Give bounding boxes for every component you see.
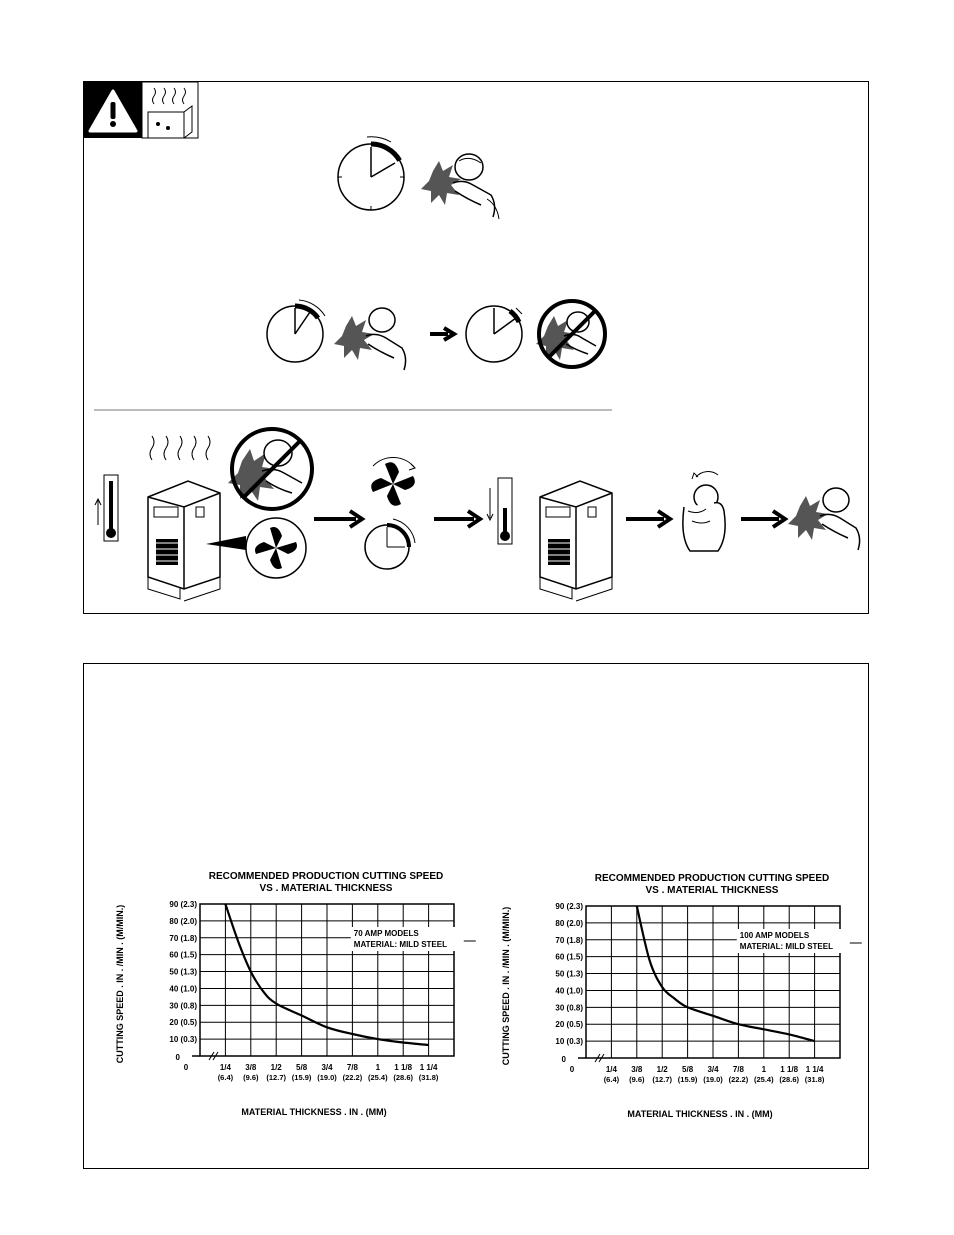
x-tick-label-mm: (12.7) xyxy=(652,1075,672,1084)
y-tick-labels xyxy=(169,900,197,1044)
y-tick-label: 90 (2.3) xyxy=(555,902,583,911)
right-arrow-icon xyxy=(434,511,480,527)
no-welding-icon xyxy=(536,301,605,367)
y-axis-label: CUTTING SPEED . IN . /MIN . (M/MIN.) xyxy=(501,906,511,1066)
y-tick-label: 90 (2.3) xyxy=(169,900,197,909)
hand-turning-knob-icon xyxy=(683,472,725,551)
x-tick-label-mm: (9.6) xyxy=(629,1075,645,1084)
y-tick-label: 20 (0.5) xyxy=(555,1020,583,1030)
x-zero-label: 0 xyxy=(569,1065,575,1074)
cutting-speed-panel xyxy=(83,663,869,1169)
x-tick-label-inches: 5/8 xyxy=(296,1063,308,1072)
x-tick-label-inches: 1/2 xyxy=(270,1063,282,1072)
welder-at-work-icon xyxy=(788,488,860,550)
legend-material-label: MATERIAL: MILD STEEL xyxy=(739,942,833,951)
x-tick-label-mm: (15.9) xyxy=(677,1075,698,1084)
y-tick-label: 40 (1.0) xyxy=(169,984,197,994)
cutting-speed-chart-100-amp xyxy=(490,866,860,1131)
x-tick-label-inches: 1 xyxy=(375,1063,381,1072)
y-tick-label: 70 (1.8) xyxy=(169,933,197,943)
y-tick-label: 30 (0.8) xyxy=(169,1001,197,1011)
x-tick-label-inches: 5/8 xyxy=(682,1065,694,1074)
y-tick-label: 60 (1.5) xyxy=(169,950,197,960)
chart-title-line1: RECOMMENDED PRODUCTION CUTTING SPEED xyxy=(594,873,830,884)
hot-unit-icon xyxy=(142,82,198,138)
x-tick-label-mm: (15.9) xyxy=(291,1073,312,1082)
thermometer-rising-icon xyxy=(95,475,118,541)
x-tick-label-inches: 1/4 xyxy=(219,1063,231,1072)
x-tick-label-mm: (28.6) xyxy=(393,1073,413,1082)
x-tick-label-mm: (19.0) xyxy=(317,1073,337,1082)
x-tick-label-inches: 7/8 xyxy=(346,1063,358,1072)
chart-title-line1: RECOMMENDED PRODUCTION CUTTING SPEED xyxy=(208,871,444,882)
y-tick-label: 70 (1.8) xyxy=(555,935,583,945)
chart-grid xyxy=(192,904,454,1056)
right-arrow-icon xyxy=(741,511,785,527)
right-arrow-icon xyxy=(314,511,362,527)
y-zero-label: 0 xyxy=(175,1053,180,1062)
x-tick-label-mm: (22.2) xyxy=(342,1073,363,1082)
x-tick-label-inches: 1 xyxy=(761,1065,767,1074)
right-arrow-icon xyxy=(626,511,670,527)
cooling-fan-icon xyxy=(206,518,306,578)
chart-grid xyxy=(578,906,840,1058)
x-tick-label-mm: (31.8) xyxy=(418,1073,439,1082)
x-tick-label-mm: (28.6) xyxy=(779,1075,799,1084)
y-tick-label: 20 (0.5) xyxy=(169,1018,197,1028)
x-tick-label-inches: 3/4 xyxy=(321,1063,333,1072)
y-axis-label: CUTTING SPEED . IN . /MIN . (M/MIN.) xyxy=(115,904,125,1064)
legend-model-label: 100 AMP MODELS xyxy=(739,931,810,940)
no-welding-icon xyxy=(228,429,312,509)
timer-clock-icon xyxy=(466,306,522,362)
timer-clock-icon xyxy=(365,519,415,569)
y-tick-labels xyxy=(555,902,583,1046)
y-tick-label: 80 (2.0) xyxy=(169,916,197,926)
x-axis-label: MATERIAL THICKNESS . IN . (MM) xyxy=(241,1107,387,1117)
x-tick-label-mm: (9.6) xyxy=(243,1073,259,1082)
x-tick-label-inches: 7/8 xyxy=(732,1065,744,1074)
x-zero-label: 0 xyxy=(183,1063,189,1072)
x-tick-label-inches: 1/4 xyxy=(605,1065,617,1074)
x-tick-label-mm: (6.4) xyxy=(217,1073,234,1082)
chart-title-line2: VS . MATERIAL THICKNESS xyxy=(645,885,779,896)
warning-triangle-icon xyxy=(84,82,142,138)
x-tick-label-inches: 3/8 xyxy=(245,1063,257,1072)
y-tick-label: 10 (0.3) xyxy=(169,1035,197,1045)
y-tick-label: 10 (0.3) xyxy=(555,1037,583,1047)
x-tick-label-mm: (22.2) xyxy=(728,1075,749,1084)
timer-clock-icon xyxy=(338,137,404,210)
x-tick-labels xyxy=(604,1065,825,1084)
y-zero-label: 0 xyxy=(561,1055,566,1064)
power-source-unit-icon xyxy=(540,481,612,601)
hot-unit-icon xyxy=(150,436,210,460)
x-tick-label-mm: (6.4) xyxy=(603,1075,620,1084)
duty-cycle-illustration xyxy=(84,82,870,615)
y-tick-label: 50 (1.3) xyxy=(555,969,583,979)
x-tick-label-mm: (31.8) xyxy=(804,1075,825,1084)
y-tick-label: 40 (1.0) xyxy=(555,986,583,996)
y-tick-label: 60 (1.5) xyxy=(555,952,583,962)
x-axis-label: MATERIAL THICKNESS . IN . (MM) xyxy=(627,1109,773,1119)
y-tick-label: 50 (1.3) xyxy=(169,967,197,977)
x-tick-label-mm: (25.4) xyxy=(754,1075,774,1084)
x-tick-label-inches: 3/8 xyxy=(631,1065,643,1074)
chart-title-line2: VS . MATERIAL THICKNESS xyxy=(259,883,393,894)
x-tick-label-mm: (19.0) xyxy=(703,1075,723,1084)
thermometer-falling-icon xyxy=(487,478,512,544)
right-arrow-icon xyxy=(430,328,454,340)
cooling-fan-icon xyxy=(371,457,415,505)
welder-at-work-icon xyxy=(421,154,499,219)
x-tick-label-inches: 1/2 xyxy=(656,1065,668,1074)
x-tick-label-mm: (12.7) xyxy=(266,1073,286,1082)
welder-at-work-icon xyxy=(334,308,406,370)
x-tick-label-inches: 1 1/4 xyxy=(419,1063,438,1072)
power-source-unit-icon xyxy=(148,481,220,601)
duty-cycle-panel xyxy=(83,81,869,614)
legend-model-label: 70 AMP MODELS xyxy=(353,929,419,938)
cutting-speed-chart-70-amp xyxy=(104,864,474,1129)
x-tick-labels xyxy=(218,1063,439,1082)
y-tick-label: 30 (0.8) xyxy=(555,1003,583,1013)
timer-clock-icon xyxy=(267,300,325,362)
x-tick-label-inches: 1 1/4 xyxy=(805,1065,824,1074)
y-tick-label: 80 (2.0) xyxy=(555,918,583,928)
x-tick-label-mm: (25.4) xyxy=(368,1073,388,1082)
x-tick-label-inches: 1 1/8 xyxy=(780,1065,799,1074)
x-tick-label-inches: 1 1/8 xyxy=(394,1063,413,1072)
legend-material-label: MATERIAL: MILD STEEL xyxy=(353,940,447,949)
x-tick-label-inches: 3/4 xyxy=(707,1065,719,1074)
